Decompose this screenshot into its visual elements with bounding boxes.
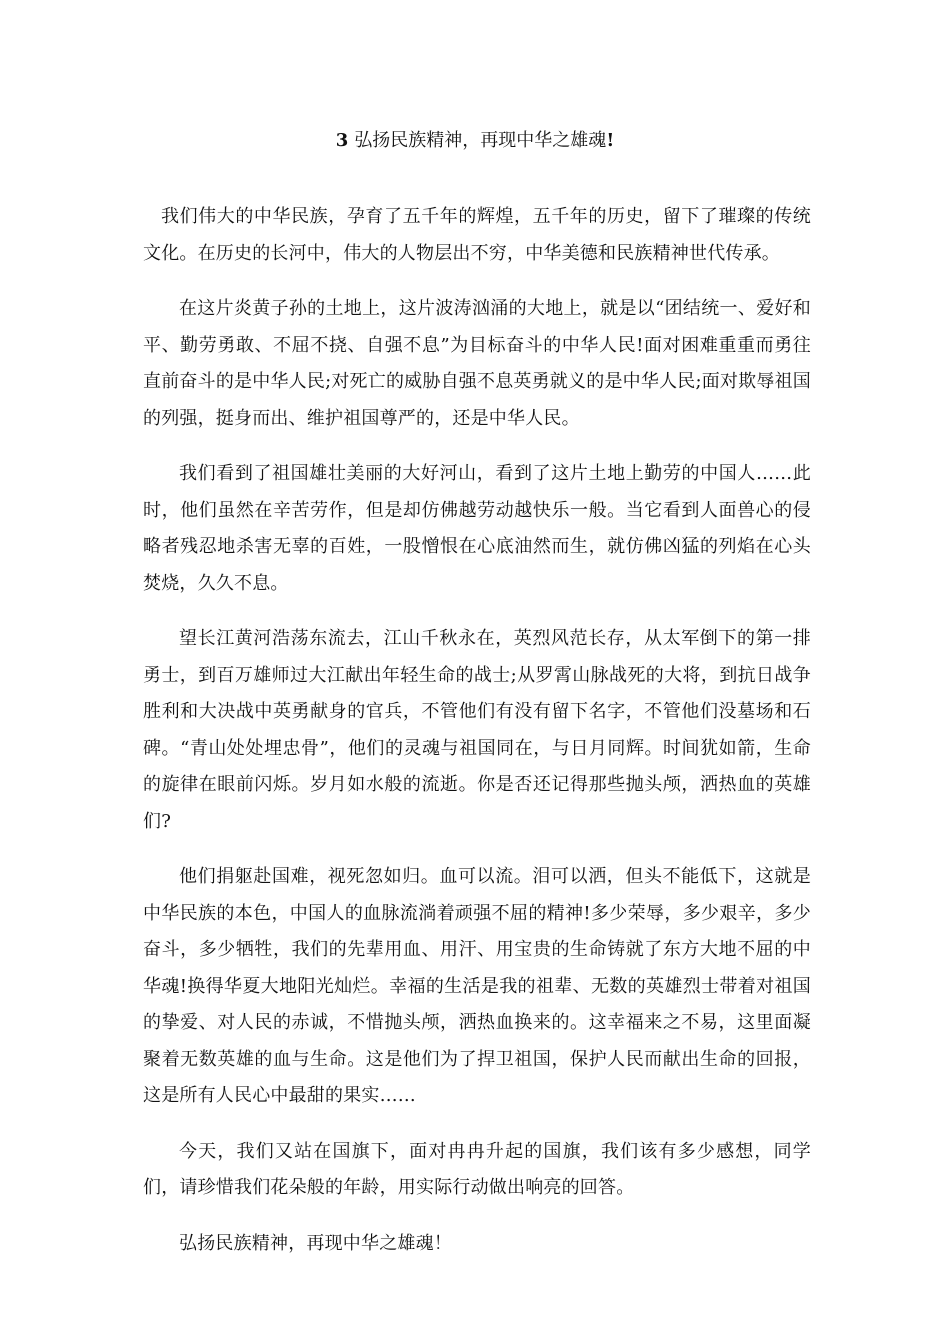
paragraph-4: 望长江黄河浩荡东流去，江山千秋永在，英烈风范长存，从太军倒下的第一排勇士，到百万雄师过大江献出年轻生命的战士;从罗霄山脉战死的大将，到抗日战争胜利和大决战中英勇献身的官兵，不管他们有没有留下名字，不管他们没墓场和石碑。“青山处处埋忠骨”，他们的灵魂与祖国同在，与日月同辉。时间犹如箭，生命的旋律在眼前闪烁。岁月如水般的流逝。你是否还记得那些抛头颅，洒热血的英雄们? [143, 628, 811, 832]
document-body [143, 199, 811, 1262]
paragraph-6: 今天，我们又站在国旗下，面对冉冉升起的国旗，我们该有多少感想，同学们，请珍惜我们花朵般的年龄，用实际行动做出响亮的回答。 [143, 1140, 811, 1198]
title-text: 弘扬民族精神，再现中华之雄魂 [354, 130, 607, 151]
paragraph-gap [143, 602, 811, 621]
paragraph-gap [143, 437, 811, 456]
paragraph-gap [143, 272, 811, 291]
paragraph-5: 他们捐躯赴国难，视死忽如归。血可以流。泪可以洒，但头不能低下，这就是中华民族的本色，中国人的血脉流淌着顽强不屈的精神!多少荣辱，多少艰辛，多少奋斗，多少牺牲，我们的先辈用血、用汗、用宝贵的生命铸就了东方大地不屈的中华魂!换得华夏大地阳光灿烂。幸福的生活是我的祖辈、无数的英雄烈士带着对祖国的挚爱、对人民的赤诚，不惜抛头颅，洒热血换来的。这幸福来之不易，这里面凝聚着无数英雄的血与生命。这是他们为了捍卫祖国，保护人民而献出生命的回报，这是所有人民心中最甜的果实…… [143, 866, 811, 1106]
paragraph-gap [143, 1115, 811, 1134]
paragraph-1: 我们伟大的中华民族，孕育了五千年的辉煌，五千年的历史，留下了璀璨的传统文化。在历史的长河中，伟大的人物层出不穷，中华美德和民族精神世代传承。 [143, 206, 811, 264]
title-number: 3 [335, 130, 349, 151]
paragraph-7: 弘扬民族精神，再现中华之雄魂！ [179, 1232, 452, 1254]
paragraph-gap [143, 1207, 811, 1226]
paragraph-3: 我们看到了祖国雄壮美丽的大好河山，看到了这片土地上勤劳的中国人……此时，他们虽然在辛苦劳作，但是却仿佛越劳动越快乐一般。当它看到人面兽心的侵略者残忍地杀害无辜的百姓，一股憎恨在心底油然而生，就仿佛凶猛的列焰在心头焚烧，久久不息。 [143, 463, 811, 594]
paragraph-gap [143, 840, 811, 859]
document-title [0, 129, 950, 153]
paragraph-2: 在这片炎黄子孙的土地上，这片波涛汹涌的大地上，就是以“团结统一、爱好和平、勤劳勇敢、不屈不挠、自强不息”为目标奋斗的中华人民!面对困难重重而勇往直前奋斗的是中华人民;对死亡的威胁自强不息英勇就义的是中华人民;面对欺辱祖国的列强，挺身而出、维护祖国尊严的，还是中华人民。 [143, 298, 811, 429]
title-exclamation: ! [606, 130, 615, 151]
